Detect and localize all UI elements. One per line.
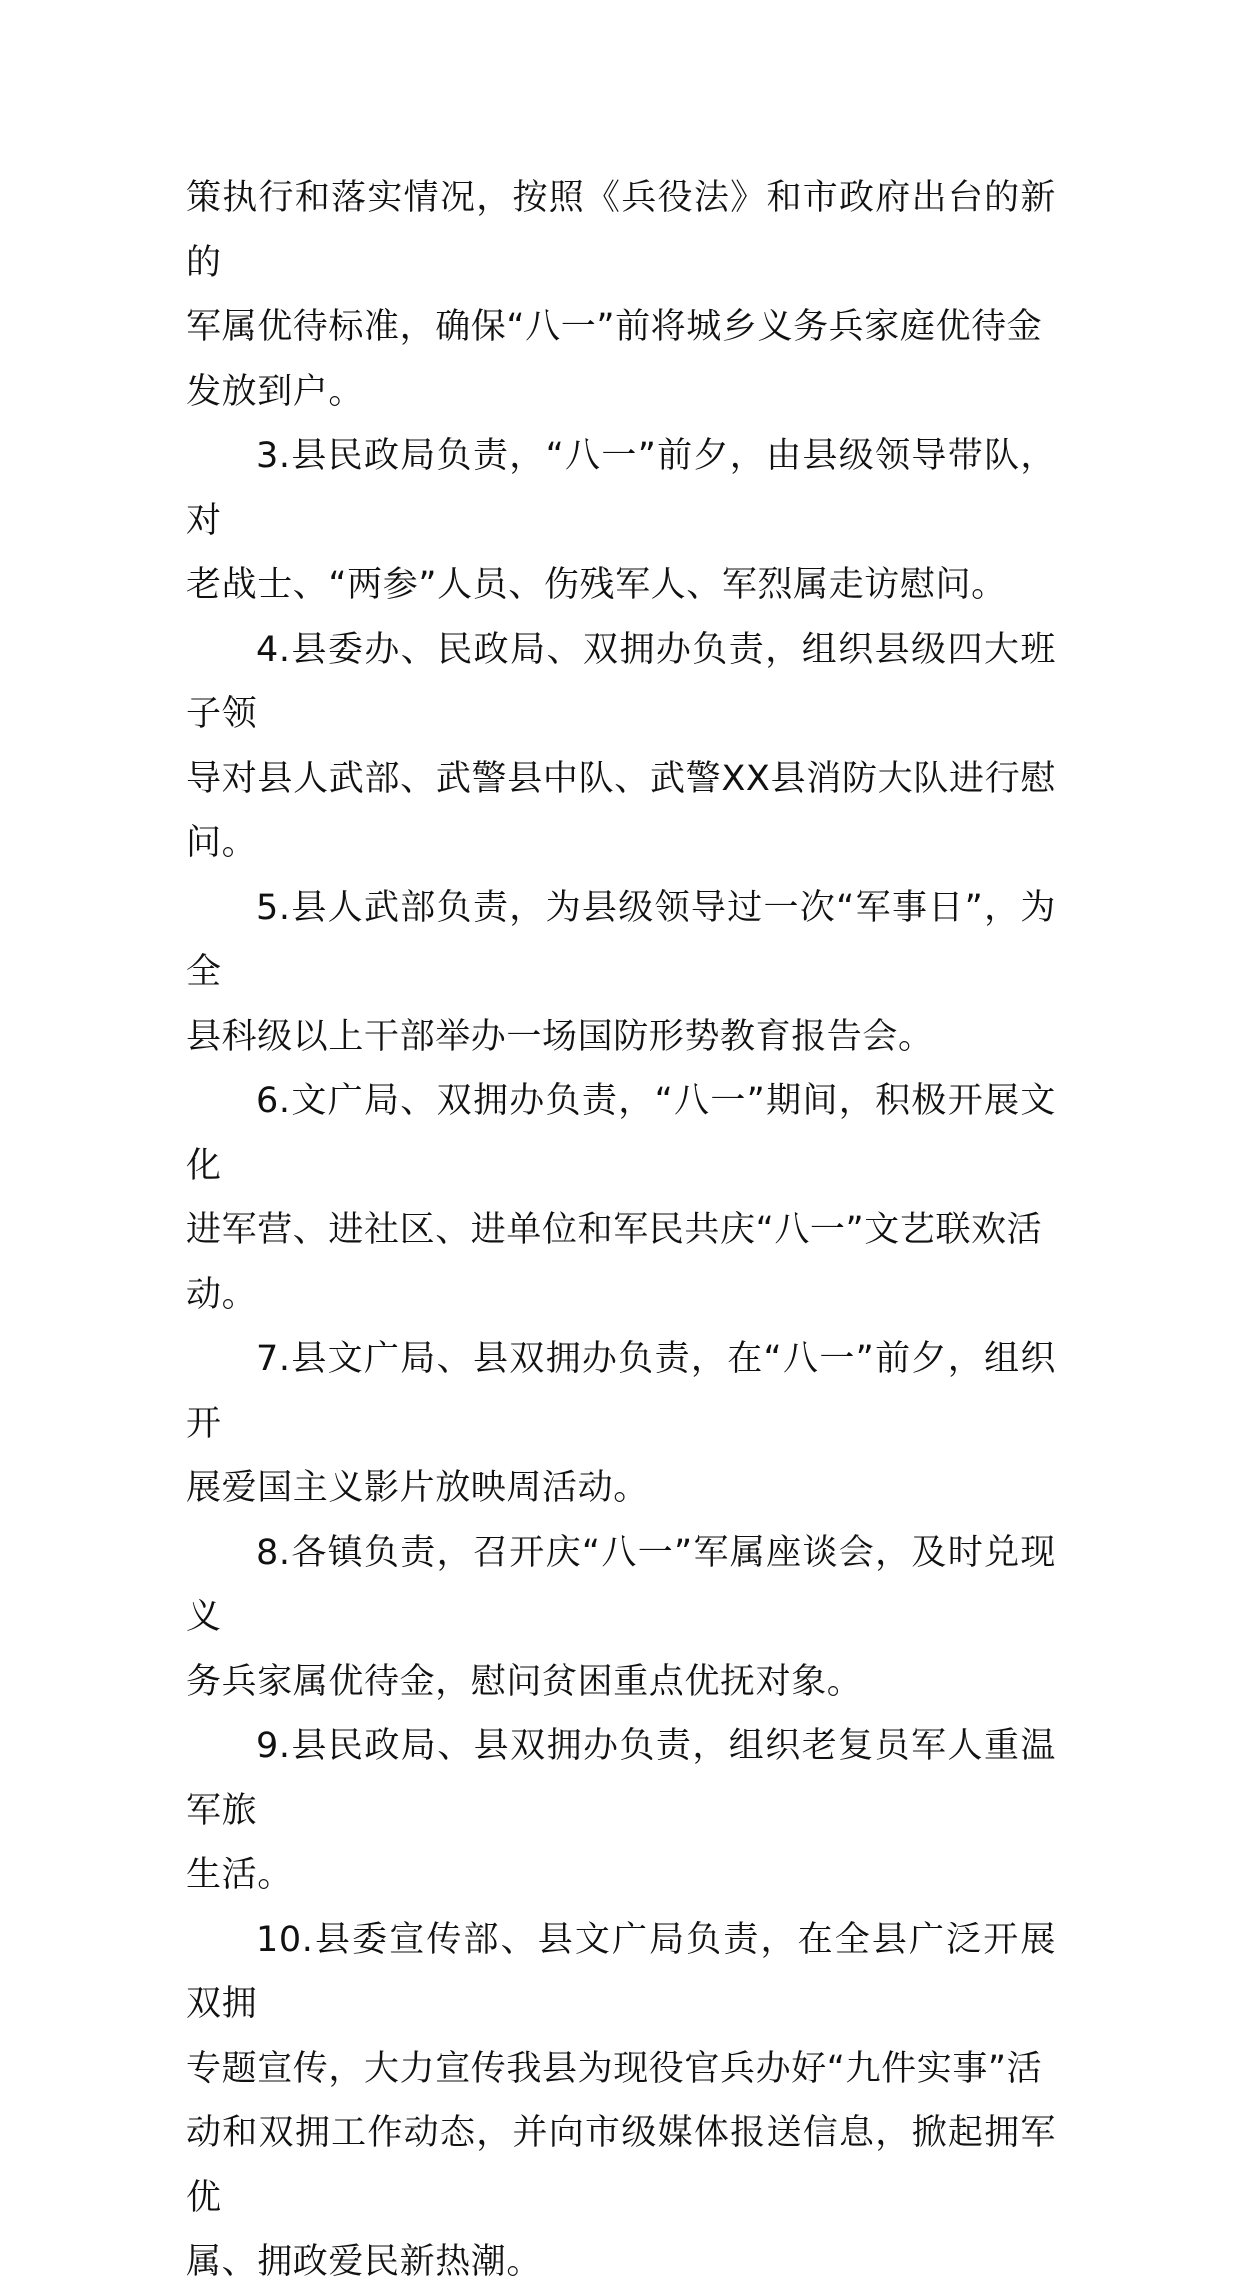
text-line: 4.县委办、民政局、双拥办负责，组织县级四大班子领 [186, 629, 1056, 734]
paragraph-item-4 [186, 618, 1056, 876]
text-line: 展爱国主义影片放映周活动。 [186, 1468, 649, 1508]
text-line: 7.县文广局、县双拥办负责，在“八一”前夕，组织开 [186, 1339, 1056, 1444]
text-line: 导对县人武部、武警县中队、武警XX县消防大队进行慰问。 [186, 758, 1056, 863]
paragraph-item-8 [186, 1521, 1056, 1715]
text-line: 8.各镇负责，召开庆“八一”军属座谈会，及时兑现义 [186, 1532, 1056, 1637]
document-body [186, 166, 1056, 2295]
paragraph-continuation [186, 166, 1056, 424]
text-line: 9.县民政局、县双拥办负责，组织老复员军人重温军旅 [186, 1726, 1056, 1831]
text-line: 发放到户。 [186, 371, 365, 412]
text-line: 县科级以上干部举办一场国防形势教育报告会。 [186, 1016, 934, 1057]
text-line: 生活。 [186, 1855, 293, 1895]
text-line: 进军营、进社区、进单位和军民共庆“八一”文艺联欢活 [186, 1210, 1043, 1250]
paragraph-item-6 [186, 1069, 1056, 1327]
text-line: 策执行和落实情况，按照《兵役法》和市政府出台的新的 [186, 178, 1056, 283]
text-line: 务兵家属优待金，慰问贫困重点优抚对象。 [186, 1661, 863, 1702]
text-line: 5.县人武部负责，为县级领导过一次“军事日”，为全 [186, 887, 1056, 992]
paragraph-item-5 [186, 876, 1056, 1070]
paragraph-item-3 [186, 424, 1056, 618]
text-line: 专题宣传，大力宣传我县为现役官兵办好“九件实事”活 [186, 2048, 1043, 2089]
text-line: 动和双拥工作动态，并向市级媒体报送信息，掀起拥军优 [186, 2113, 1056, 2218]
paragraph-item-9 [186, 1714, 1056, 1908]
text-line: 老战士、“两参”人员、伤残军人、军烈属走访慰问。 [186, 565, 1007, 605]
text-line: 6.文广局、双拥办负责，“八一”期间，积极开展文化 [186, 1081, 1056, 1186]
text-line: 属、拥政爱民新热潮。 [186, 2242, 543, 2282]
paragraph-item-7 [186, 1327, 1056, 1521]
paragraph-item-10 [186, 1908, 1056, 2295]
text-line: 3.县民政局负责，“八一”前夕，由县级领导带队，对 [186, 436, 1056, 541]
text-line: 10.县委宣传部、县文广局负责，在全县广泛开展双拥 [186, 1919, 1056, 2024]
text-line: 军属优待标准，确保“八一”前将城乡义务兵家庭优待金 [186, 307, 1043, 347]
text-line: 动。 [186, 1274, 258, 1315]
